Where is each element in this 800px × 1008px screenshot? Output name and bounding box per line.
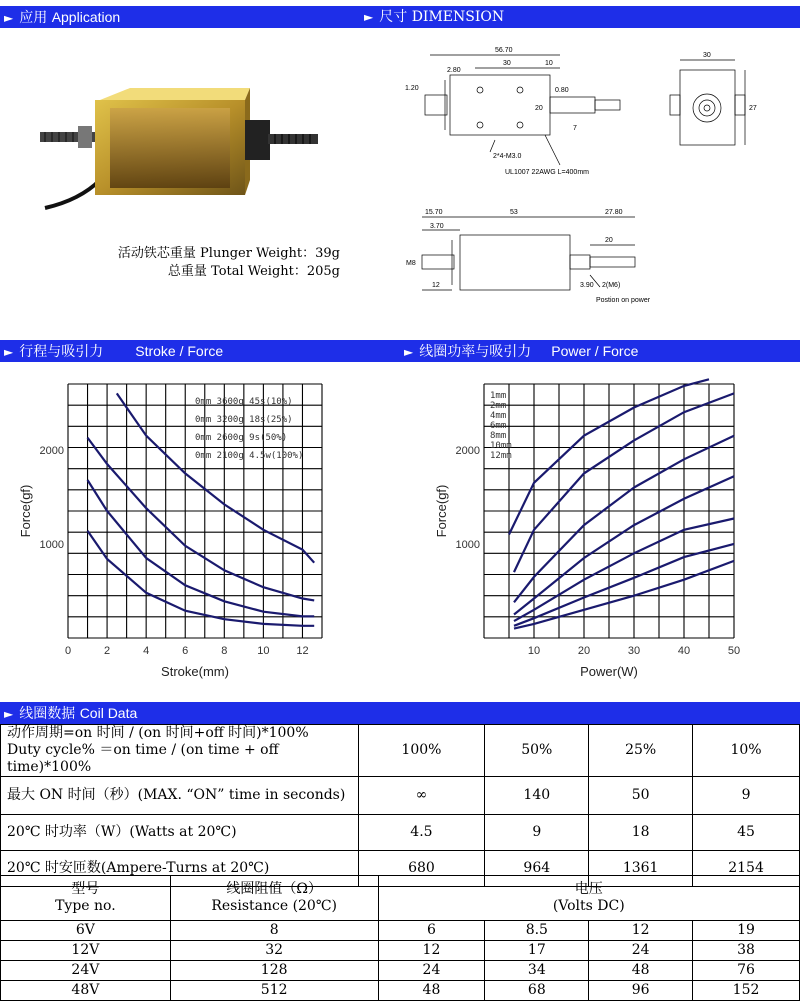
section-dimension: ► 尺寸 DIMENSION [360,6,800,28]
dim-label: 30 [503,60,511,67]
dim-label: 15.70 [425,209,443,216]
dim-label: 7 [573,125,577,132]
dimension-drawing-top [385,40,785,185]
legend-entry: 12mm [490,451,512,461]
resistance-cell: 8 [170,921,378,941]
legend-entry: 10mm [490,441,512,451]
dim-label: 3.70 [430,223,444,230]
series-line-5 [514,519,734,622]
dim-label: 12 [432,282,440,289]
x-tick-label: 8 [221,645,228,657]
dim-label: 27 [749,105,757,112]
y-axis-label: Force(gf) [18,484,33,538]
x-axis-label: Stroke(mm) [161,664,229,679]
y-tick-label: 2000 [455,444,480,457]
y-tick-label: 2000 [39,444,64,457]
coil-value: 10% [693,725,800,777]
y-tick-label: 1000 [39,538,64,551]
type-row [1,961,800,981]
triangle-icon: ► [4,11,14,25]
coil-value: 964 [485,851,589,887]
dim-label: 2*4-M3.0 [493,153,522,160]
resistance-cell: 32 [170,941,378,961]
type-cell: 6V [1,921,171,941]
coil-value: 100% [358,725,485,777]
dim-label: 53 [510,209,518,216]
legend-entry: 4mm [490,411,507,421]
dim-label: 20 [605,237,613,244]
legend-entry: 1mm [490,391,507,401]
dim-label: 2(M6) [602,282,621,289]
plunger-weight: 活动铁芯重量 Plunger Weight：39g [117,246,340,261]
weight-info [40,245,340,281]
dim-label: 2.80 [447,67,461,74]
x-tick-label: 2 [104,645,111,657]
x-tick-label: 0 [64,645,72,657]
coil-row [1,725,800,777]
coil-value: 45 [693,815,800,851]
voltage-cell: 34 [485,961,589,981]
coil-value: 140 [485,777,589,815]
coil-value: 18 [589,815,693,851]
voltage-cell: 8.5 [485,921,589,941]
voltage-cell: 19 [693,921,800,941]
resistance-header: 线圈阻值（Ω） Resistance (20℃) [170,876,378,921]
dim-label: 30 [703,52,711,59]
dim-label: M8 [406,260,416,267]
section-power-force: ► 线圈功率与吸引力 Power / Force [400,340,800,362]
voltage-cell: 68 [485,981,589,1001]
voltage-cell: 12 [378,941,485,961]
type-header-row [1,876,800,921]
coil-row-label: 最大 ON 时间（秒）(MAX. “ON” time in seconds) [1,777,359,815]
series-line-7 [514,561,734,629]
coil-row [1,777,800,815]
dim-label: 0.80 [555,87,569,94]
x-tick-label: 40 [677,645,691,657]
dim-label: 56.70 [495,47,513,54]
legend-entry: 0mm 3600g 45s(10%) [195,397,293,407]
triangle-icon: ► [364,10,374,24]
coil-row [1,815,800,851]
coil-value: 1361 [589,851,693,887]
series-line-2 [88,438,315,601]
voltage-cell: 24 [589,941,693,961]
dim-label: 1.20 [405,85,419,92]
x-tick-label: 6 [182,645,189,657]
triangle-icon: ► [4,707,14,721]
y-axis-label: Force(gf) [434,484,449,538]
section-coil-data: ► 线圈数据 Coil Data [0,702,800,724]
type-row [1,981,800,1001]
legend-entry: 2mm [490,401,507,411]
dim-label: 20 [535,105,543,112]
x-axis-label: Power(W) [580,664,638,679]
resistance-cell: 512 [170,981,378,1001]
coil-value: 4.5 [358,815,485,851]
voltage-cell: 12 [589,921,693,941]
type-row [1,941,800,961]
dim-label: Postion on power [596,297,651,304]
solenoid-photo [40,80,350,210]
legend-entry: 0mm 3200g 18s(25%) [195,415,293,425]
x-tick-label: 20 [577,645,591,657]
legend-entry: 0mm 2100g 4.5w(100%) [195,451,304,461]
dim-label: 10 [545,60,553,67]
legend-entry: 8mm [490,431,507,441]
voltage-cell: 48 [589,961,693,981]
type-header: 型号 Type no. [1,876,171,921]
coil-row-label: 动作周期=on 时间 / (on 时间+off 时间)*100% Duty cycle% ＝on time / (on time + off time)*100% [1,725,359,777]
series-line-2 [514,393,734,572]
total-weight: 总重量 Total Weight：205g [167,264,340,279]
power-force-chart [400,370,800,695]
voltage-cell: 6 [378,921,485,941]
dim-label: 27.80 [605,209,623,216]
section-stroke-force: ► 行程与吸引力 Stroke / Force [0,340,400,362]
series-line-4 [514,476,734,614]
coil-value: ∞ [358,777,485,815]
triangle-icon: ► [404,345,414,359]
legend-entry: 0mm 2600g 9s(50%) [195,433,288,443]
y-tick-label: 1000 [455,538,480,551]
dim-label: UL1007 22AWG L=400mm [505,169,589,176]
x-tick-label: 30 [627,645,641,657]
voltage-cell: 96 [589,981,693,1001]
voltage-cell: 48 [378,981,485,1001]
x-tick-label: 10 [527,645,541,657]
dimension-drawing-side [400,205,680,310]
x-tick-label: 4 [143,645,150,657]
coil-data-table [0,724,800,887]
dim-label: 3.90 [580,282,594,289]
x-tick-label: 12 [296,645,309,657]
series-line-4 [88,531,315,626]
voltage-cell: 17 [485,941,589,961]
resistance-cell: 128 [170,961,378,981]
coil-row-label: 20℃ 时安匝数(Ampere-Turns at 20℃) [1,851,359,887]
type-row [1,921,800,941]
x-tick-label: 10 [257,645,270,657]
voltage-cell: 24 [378,961,485,981]
stroke-force-chart [0,370,400,695]
coil-value: 680 [358,851,485,887]
type-cell: 48V [1,981,171,1001]
voltage-header: 电压 (Volts DC) [378,876,799,921]
type-table [0,875,800,1001]
type-cell: 12V [1,941,171,961]
legend-entry: 6mm [490,421,507,431]
type-cell: 24V [1,961,171,981]
series-line-3 [514,436,734,603]
voltage-cell: 38 [693,941,800,961]
voltage-cell: 76 [693,961,800,981]
series-line-6 [514,544,734,626]
coil-value: 2154 [693,851,800,887]
triangle-icon: ► [4,345,14,359]
coil-value: 25% [589,725,693,777]
coil-value: 50% [485,725,589,777]
coil-row-label: 20℃ 时功率（W）(Watts at 20℃) [1,815,359,851]
coil-value: 9 [693,777,800,815]
voltage-cell: 152 [693,981,800,1001]
x-tick-label: 50 [727,645,741,657]
section-application: ► 应用 Application [0,6,360,28]
coil-value: 50 [589,777,693,815]
coil-value: 9 [485,815,589,851]
